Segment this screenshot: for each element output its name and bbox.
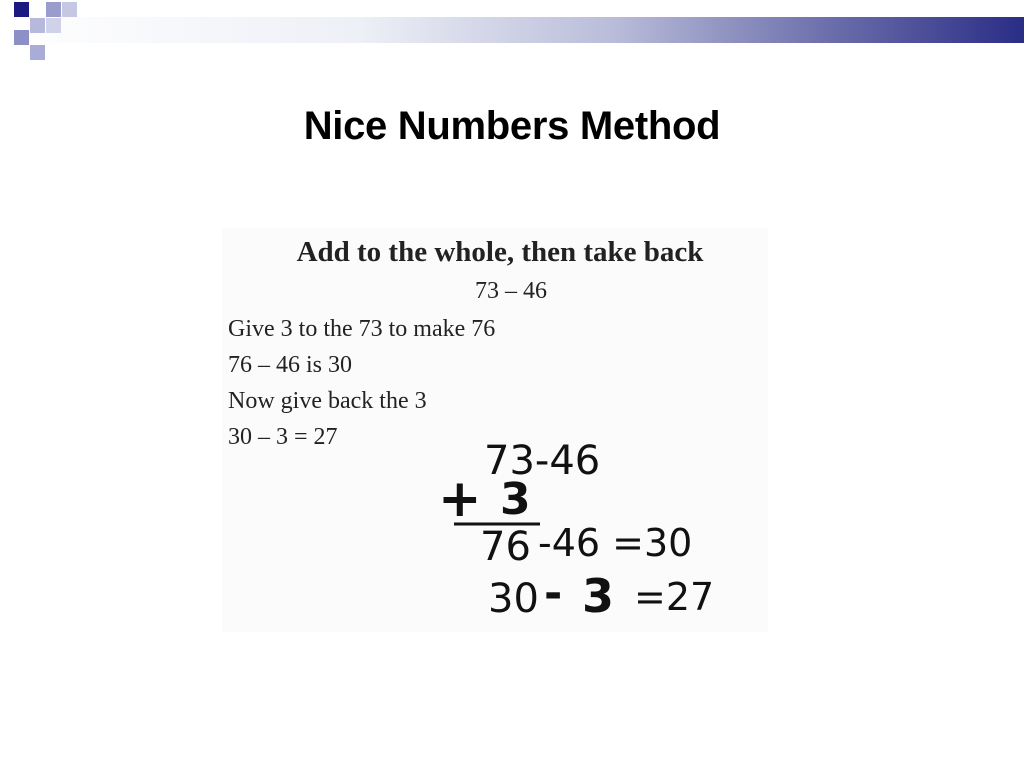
logo-square [30,45,45,60]
checker-squares-logo [0,0,80,64]
handwritten-line4-right: =27 [634,575,715,619]
handwritten-line3-left: 76 [480,524,531,570]
logo-square [14,2,29,17]
slide-title: Nice Numbers Method [303,104,721,148]
logo-square [14,30,29,45]
logo-square [62,2,77,17]
logo-square [30,18,45,33]
scanned-worksheet [222,228,768,632]
handwritten-line4-bold: 3 [582,569,615,623]
logo-square [46,2,61,17]
worksheet-step: Give 3 to the 73 to make 76 [228,316,496,342]
worksheet-step: Now give back the 3 [228,388,427,414]
handwritten-line1: 73-46 [484,438,601,484]
worksheet-problem: 73 – 46 [475,278,547,304]
logo-square [46,18,61,33]
handwritten-work [222,228,768,632]
header-band [0,17,1024,43]
worksheet-step: 76 – 46 is 30 [228,352,353,378]
handwritten-plus: + [438,469,482,529]
handwritten-line4-left: 30 [488,576,539,622]
worksheet-step: 30 – 3 = 27 [228,424,338,450]
worksheet-heading: Add to the whole, then take back [296,236,704,268]
handwritten-addend: 3 [500,474,531,525]
handwritten-line3-right: -46 =30 [538,521,693,565]
handwritten-line4-minus: - [544,568,563,619]
